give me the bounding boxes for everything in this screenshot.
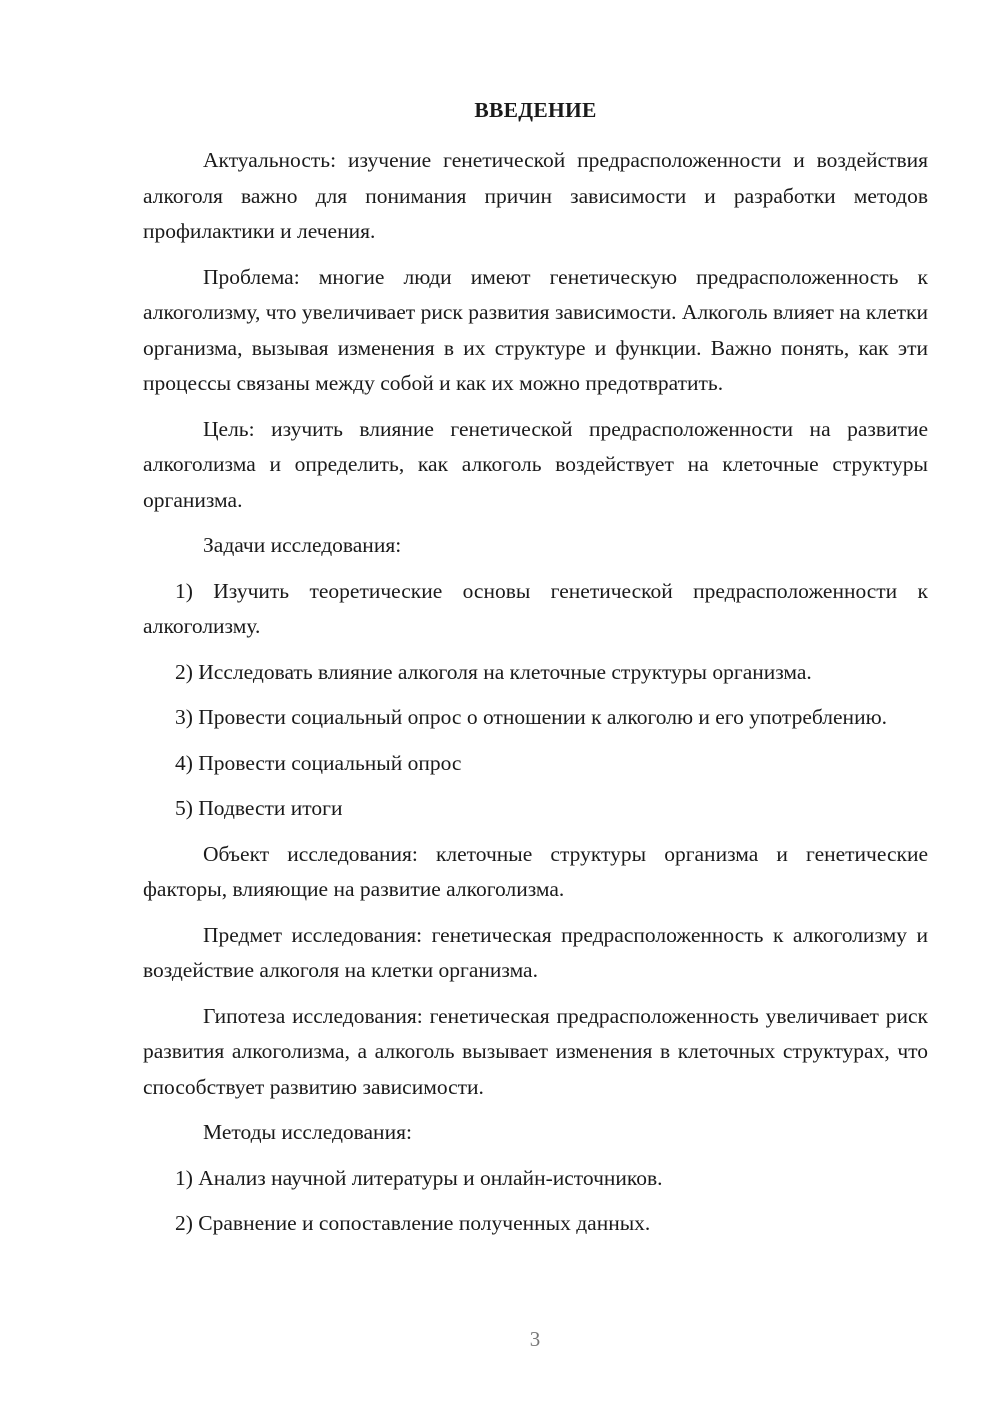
page-title: ВВЕДЕНИЕ [474,98,597,122]
subject-paragraph: Предмет исследования: генетическая предрасположенность к алкоголизму и воздействие алкоголя на клетки организма. [143,922,928,982]
document-page [143,88,928,1252]
list-item: 2) Сравнение и сопоставление полученных данных. [175,1211,651,1235]
methods-list [143,1161,928,1242]
object-paragraph: Объект исследования: клеточные структуры организма и генетические факторы, влияющие на развитие алкоголизма. [143,841,928,901]
relevance-paragraph: Актуальность: изучение генетической предрасположенности и воздействия алкоголя важно для понимания причин зависимости и разработки методов профилактики и лечения. [143,148,928,243]
list-item: 1) Изучить теоретические основы генетической предрасположенности к алкоголизму. [143,578,928,638]
methods-title: Методы исследования: [203,1120,412,1144]
hypothesis-paragraph: Гипотеза исследования: генетическая предрасположенность увеличивает риск развития алкоголизма, а алкоголь вызывает изменения в клеточных структурах, что способствует развитию зависимости. [143,1003,928,1099]
list-item: 1) Анализ научной литературы и онлайн-источников. [175,1165,663,1190]
list-item: 2) Исследовать влияние алкоголя на клеточные структуры организма. [175,659,812,684]
goal-paragraph: Цель: изучить влияние генетической предрасположенности на развитие алкоголизма и определить, как алкоголь воздействует на клеточные структуры организма. [143,416,928,512]
page-number: 3 [529,1327,541,1351]
tasks-title: Задачи исследования: [203,533,402,557]
list-item: 4) Провести социальный опрос [175,750,462,775]
problem-paragraph: Проблема: многие люди имеют генетическую предрасположенность к алкоголизму, что увеличивает риск развития зависимости. Алкоголь влияет на клетки организма, вызывая изменения в их структуре и функции. Важно понять, как эти процессы связаны между собой и как их можно предотвратить. [143,264,928,395]
list-item: 3) Провести социальный опрос о отношении к алкоголю и его употреблению. [175,705,888,729]
tasks-list [143,574,928,827]
list-item: 5) Подвести итоги [175,796,343,820]
